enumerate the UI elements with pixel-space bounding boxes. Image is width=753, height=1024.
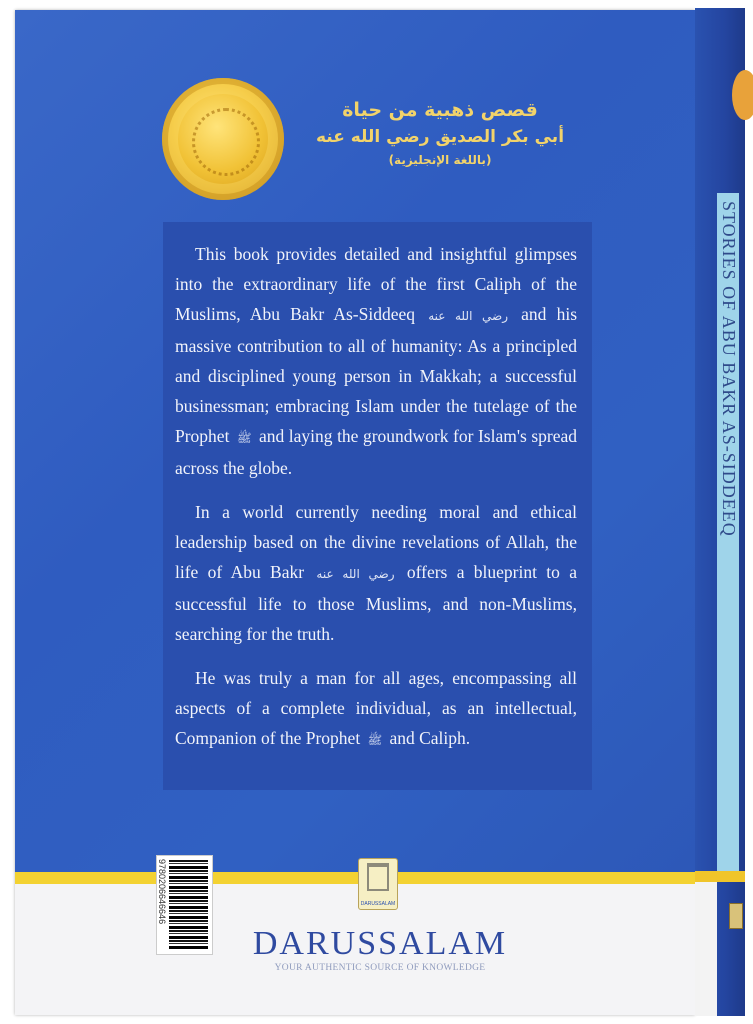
spine-logo-icon	[729, 903, 743, 929]
blurb-text: and laying the groundwork for Islam's spread across the globe.	[175, 426, 578, 478]
arabic-title	[295, 96, 585, 170]
honorific-icon: رضي الله عنه	[428, 309, 508, 323]
spine-medallion-icon	[732, 70, 753, 120]
honorific-icon: ﷺ	[367, 733, 383, 747]
back-cover	[15, 10, 695, 1015]
spine-bottom	[695, 882, 717, 1016]
arabic-title-line-2: أبي بكر الصديق رضي الله عنه	[315, 127, 565, 147]
blurb-paragraph-3	[175, 663, 577, 755]
gold-medallion-icon	[162, 78, 284, 200]
arabic-title-line-3: (باللغة الإنجليزية)	[388, 153, 492, 167]
yellow-stripe	[15, 872, 695, 884]
blurb-paragraph-2	[175, 497, 577, 649]
publisher-logo-icon	[358, 858, 398, 910]
blurb-text: He was truly a man for all ages, encompassing all aspects of a complete individual, as an intellectual, Companion of the Prophet	[175, 668, 577, 748]
blurb-paragraph-1	[175, 239, 577, 483]
arabic-title-line-1: قصص ذهبية من حياة	[342, 99, 538, 121]
blurb-text: This book provides detailed and insightful glimpses into the extraordinary life of the first Caliph of the Muslims, Abu Bakr As-Siddeeq	[175, 244, 577, 324]
blurb-box	[163, 222, 592, 790]
spine-stripe	[695, 871, 745, 882]
barcode-digits: 9780206646646	[157, 859, 167, 925]
blurb-text: and his massive contribution to all of humanity: As a principled and disciplined young person in Makkah; a successful businessman; embracing Islam under the tutelage of the Prophet	[175, 304, 578, 446]
book-spine	[695, 8, 745, 1016]
publisher-name: DARUSSALAM	[252, 925, 508, 962]
publisher-tagline: YOUR AUTHENTIC SOURCE OF KNOWLEDGE	[274, 963, 486, 973]
blurb-text: and Caliph.	[389, 728, 471, 748]
honorific-icon: رضي الله عنه	[316, 567, 395, 581]
blurb-text: In a world currently needing moral and ethical leadership based on the divine revelations of Allah, the life of Abu Bakr	[175, 502, 577, 582]
spine-title: STORIES OF ABU BAKR AS-SIDDEEQ	[719, 201, 739, 537]
logo-text: DARUSSALAM	[360, 901, 396, 907]
book-stand-icon	[367, 863, 389, 891]
blurb-text: offers a blueprint to a successful life to those Muslims, and non-Muslims, searching for the truth.	[175, 562, 578, 644]
honorific-icon: ﷺ	[236, 431, 252, 445]
cover-blue-area	[15, 10, 695, 872]
